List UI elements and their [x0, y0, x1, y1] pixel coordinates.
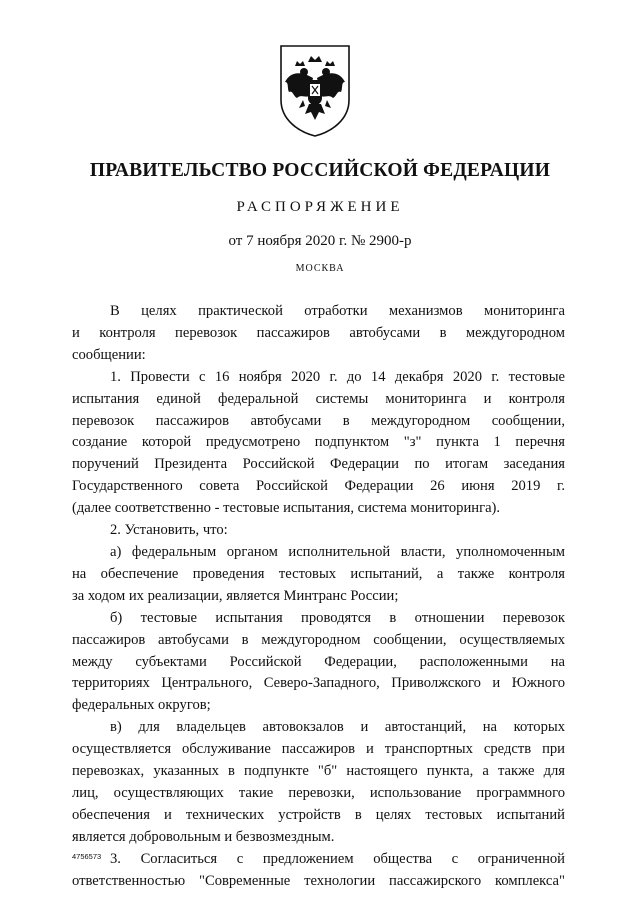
paragraph-line: 1. Провести с 16 ноября 2020 г. до 14 декабря 2020 г. тестовые [110, 368, 565, 385]
paragraph-line: а) федеральным органом исполнительной власти, уполномоченным [110, 543, 565, 560]
document-code: 4756573 [72, 852, 102, 861]
paragraph-line: осуществляется обслуживание пассажиров и транспортных средств при [72, 741, 565, 758]
paragraph-line: 2. Установить, что: [110, 522, 228, 539]
paragraph-line: испытания единой федеральной системы мониторинга и контроля [72, 390, 565, 407]
paragraph-line: за ходом их реализации, является Минтранс России; [72, 587, 399, 604]
paragraph-line: лиц, осуществляющих такие перевозки, использование программного [72, 784, 565, 801]
paragraph-line: 3. Согласиться с предложением общества с ограниченной [110, 850, 565, 867]
paragraph-line: в) для владельцев автовокзалов и автостанций, на которых [110, 719, 565, 736]
paragraph-line: территориях Центрального, Северо-Западного, Приволжского и Южного [72, 675, 565, 692]
paragraph-line: сообщении: [72, 346, 146, 363]
date-and-number: от 7 ноября 2020 г. № 2900-р [228, 233, 412, 249]
paragraph-line: создание которой предусмотрено подпунктом "з" пункта 1 перечня [72, 434, 565, 451]
paragraph-line: В целях практической отработки механизмов мониторинга [110, 303, 565, 319]
paragraph-line: на обеспечение проведения тестовых испытаний, а также контроля [72, 565, 565, 582]
paragraph-line: между субъектами Российской Федерации, расположенными на [72, 653, 565, 670]
paragraph-line: обеспечения и технических устройств в целях тестовых испытаний [72, 806, 565, 823]
paragraph-line: перевозок пассажиров автобусами в междугородном сообщении, [72, 412, 565, 429]
document-body [72, 301, 565, 892]
city-label: МОСКВА [295, 263, 345, 274]
document-type: РАСПОРЯЖЕНИЕ [236, 199, 404, 215]
paragraph-line: ответственностью "Современные технологии пассажирского комплекса" [72, 872, 565, 889]
paragraph-line: Государственного совета Российской Федерации 26 июня 2019 г. [72, 478, 565, 495]
paragraph-line: б) тестовые испытания проводятся в отношении перевозок [110, 609, 565, 626]
paragraph-line: пассажиров автобусами в междугородном сообщении, осуществляемых [72, 631, 565, 648]
paragraph-line: (далее соответственно - тестовые испытания, система мониторинга). [72, 500, 501, 517]
paragraph-line: поручений Президента Российской Федерации по итогам заседания [72, 456, 565, 473]
coat-of-arms-emblem [275, 42, 355, 138]
paragraph-line: является добровольным и безвозмездным. [72, 828, 335, 845]
paragraph-line: федеральных округов; [72, 697, 211, 714]
paragraph-line: и контроля перевозок пассажиров автобусами в междугородном [72, 324, 565, 341]
paragraph-line: перевозках, указанных в подпункте "б" настоящего пункта, а также для [72, 763, 565, 780]
government-title: ПРАВИТЕЛЬСТВО РОССИЙСКОЙ ФЕДЕРАЦИИ [89, 160, 551, 181]
